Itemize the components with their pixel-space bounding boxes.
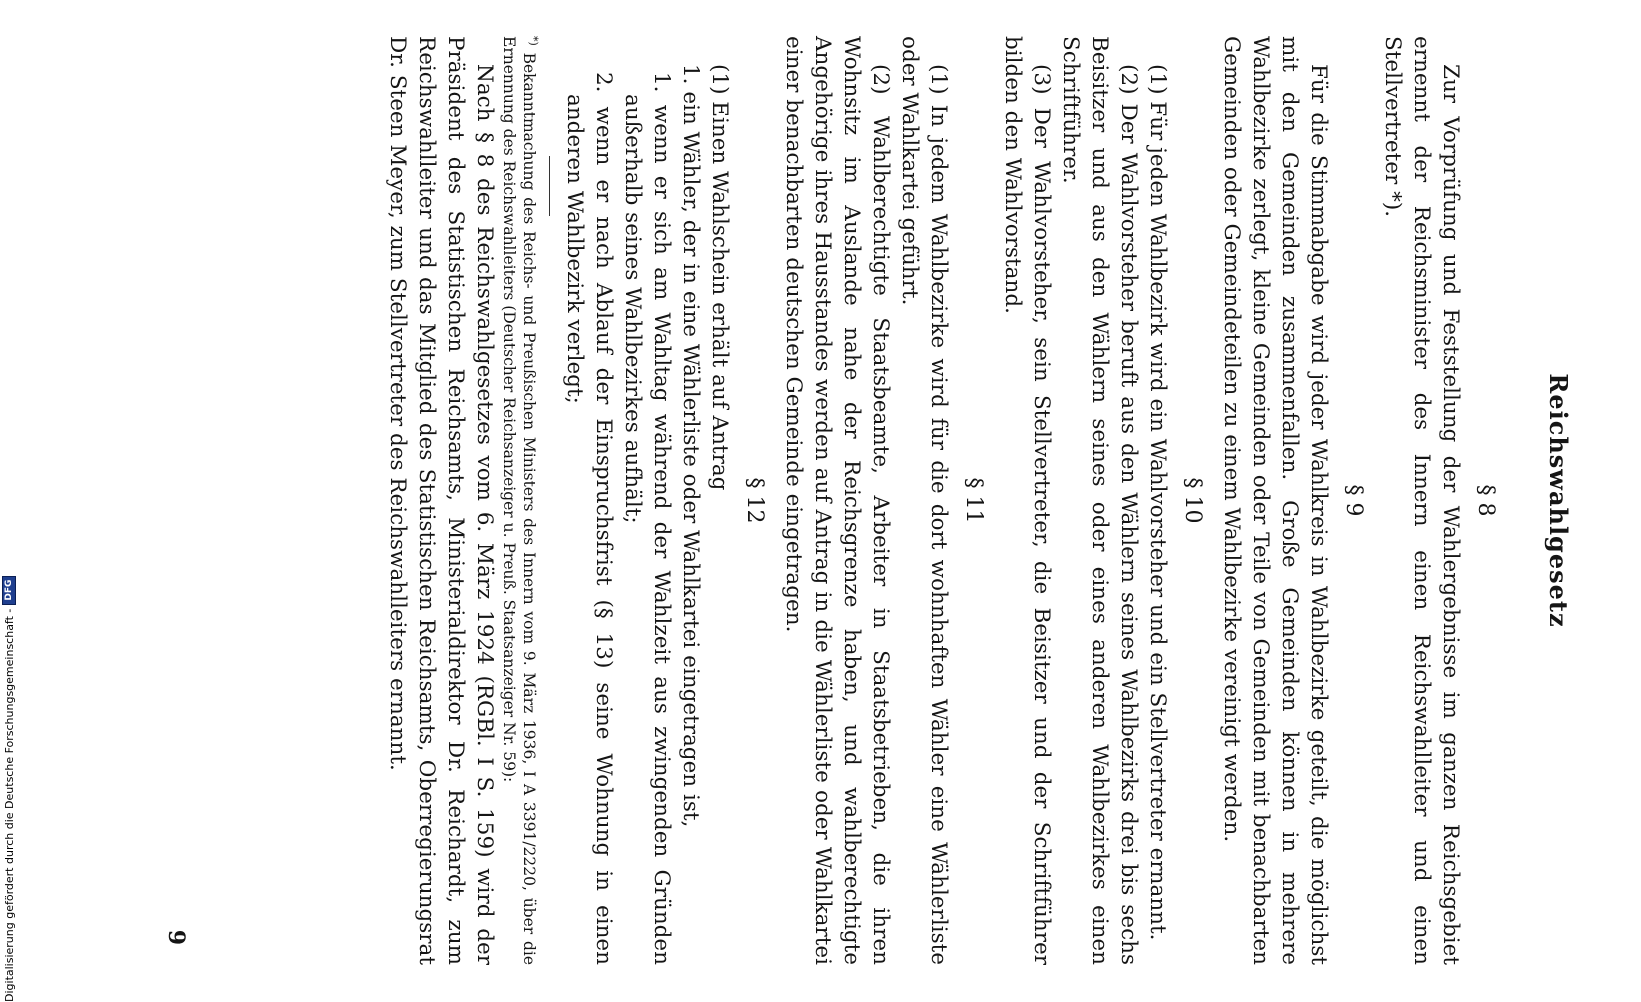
section-heading: § 12 [742, 477, 767, 524]
section-heading: § 11 [961, 477, 986, 524]
scanned-page [143, 0, 1593, 985]
list-subitem: 2. wenn er nach Ablauf der Einspruchsfrist (§ 13) seine Wohnung in einen anderen Wahlbezirk verlegt; [562, 72, 616, 965]
footnote-paragraph: Nach § 8 des Reichswahlgesetzes vom 6. März 1924 (RGBl. I S. 159) wird der Präsident des Statistischen Reichsamts, Ministerialdirektor Dr. Reichardt, zum Reichswahlleiter und das Mitglied des Statistischen Reichsamts, Oberregierungsrat Dr. Steen Meyer, zum Stellvertreter des Reichswahlleiters ernannt. [384, 36, 497, 965]
page-number: 9 [163, 929, 189, 945]
running-head: Reichswahlgesetz [1544, 373, 1573, 628]
dfg-logo: DFG [2, 576, 16, 605]
paragraph: (3) Der Wahlvorsteher, sein Stellvertreter, die Beisitzer und der Schriftführer bilden den Wahlvorstand. [1000, 36, 1054, 965]
paragraph: Für die Stimmabgabe wird jeder Wahlkreis in Wahlbezirke geteilt, die möglichst mit den Gemeinden zusammenfallen. Große Gemeinden können in mehrere Wahlbezirke zerlegt, kleine Gemeinden oder Teile von Gemeinden mit benachbarten Gemeinden oder Gemeindeteilen zu einem Wahlbezirke vereinigt werden. [1219, 36, 1331, 965]
section-heading: § 10 [1180, 477, 1205, 524]
footnote-text: Bekanntmachung des Reichs- und Preußischen Ministers des Innern vom 9. März 1936, I A 3391/2220, über die Ernennung des Reichswahlleiters (Deutscher Reichsanzeiger u. Preuß. Staatsanzeiger Nr. 59): [499, 36, 538, 965]
section-heading: § 9 [1341, 484, 1366, 517]
section-heading: § 8 [1473, 484, 1498, 517]
footnote-marker: *) [527, 36, 540, 46]
digitization-notice [2, 576, 16, 1002]
footnote [499, 36, 543, 965]
list-item: 1. ein Wähler, der in eine Wählerliste oder Wahlkartei eingetragen ist, [678, 64, 703, 828]
section-9 [1217, 36, 1366, 965]
section-11 [779, 36, 986, 965]
list-subitem: 1. wenn er sich am Wahltag während der Wahlzeit aus zwingenden Gründen außerhalb seines Wahlbezirkes aufhält; [620, 72, 674, 965]
section-10 [998, 36, 1205, 965]
paragraph: (2) Der Wahlvorsteher beruft aus den Wählern seines Wahlbezirks drei bis sechs Beisitzer und aus den Wählern seines oder eines anderen Wahlbezirkes einen Schriftführer. [1058, 36, 1141, 965]
paragraph: Zur Vorprüfung und Feststellung der Wahlergebnisse im ganzen Reichsgebiet ernennt der Reichsminister des Innern einen Reichswahlleiter und einen Stellvertreter *). [1380, 36, 1463, 965]
section-12 [560, 36, 767, 965]
section-8 [1378, 36, 1498, 965]
paragraph: (1) Für jeden Wahlbezirk wird ein Wahlvorsteher und ein Stellvertreter ernannt. [1145, 64, 1170, 941]
footnote-divider [549, 156, 550, 216]
notice-text: Digitalisierung gefördert durch die Deutsche Forschungsgemeinschaft - [2, 608, 16, 1002]
paragraph: (1) In jedem Wahlbezirke wird für die dort wohnhaften Wähler eine Wählerliste oder Wahlkartei geführt. [897, 36, 951, 965]
paragraph: (2) Wahlberechtigte Staatsbeamte, Arbeiter in Staatsbetrieben, die ihren Wohnsitz im Auslande nahe der Reichsgrenze haben, und wahlberechtigte Angehörige ihres Hausstandes werden auf Antrag in die Wählerliste oder Wahlkartei einer benachbarten deutschen Gemeinde eingetragen. [781, 36, 893, 965]
paragraph: (1) Einen Wahlschein erhält auf Antrag [707, 64, 732, 491]
